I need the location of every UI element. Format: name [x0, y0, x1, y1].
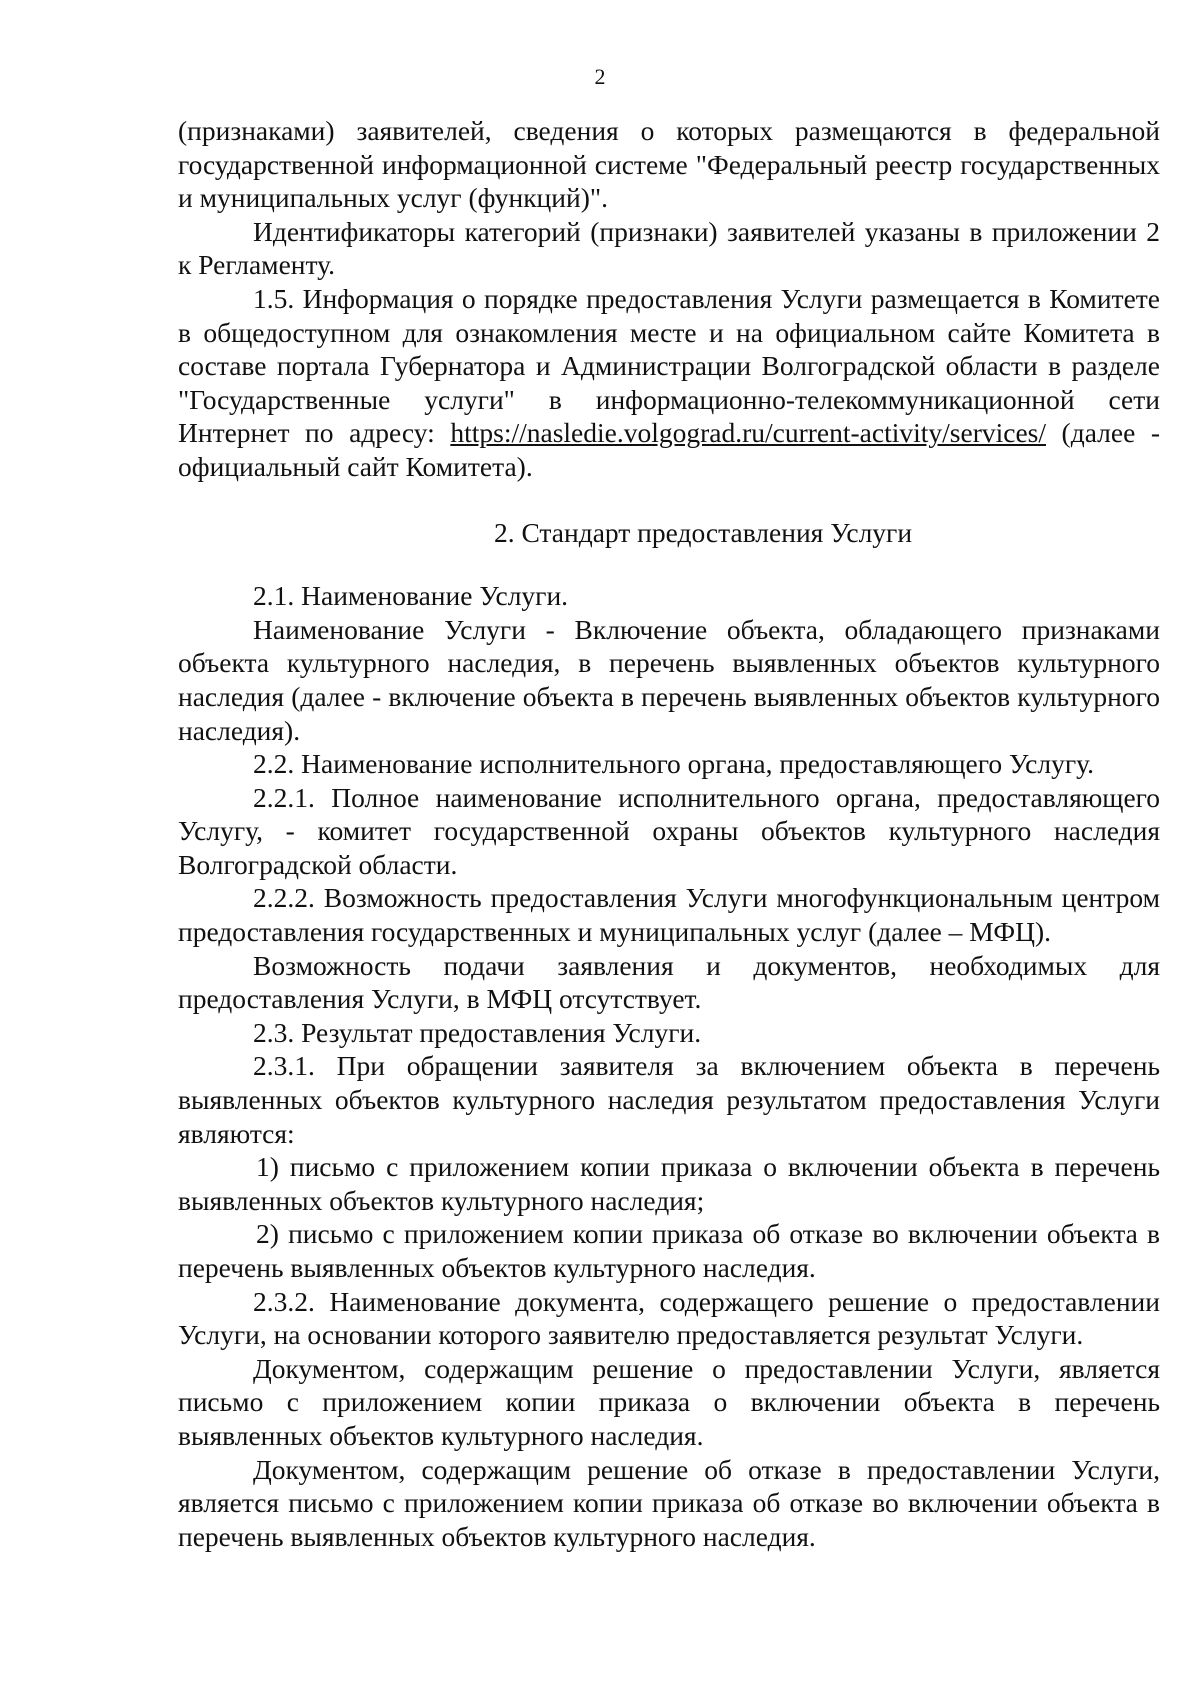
paragraph: 2.3.1. При обращении заявителя за включением объекта в перечень выявленных объектов культурного наследия результатом предоставления Услуги являются: — [178, 1050, 1160, 1149]
paragraph-1-5 — [178, 282, 1160, 484]
paragraph: Документом, содержащим решение об отказе в предоставлении Услуги, является письмо с приложением копии приказа об отказе во включении объекта в перечень выявленных объектов культурного наследия. — [178, 1453, 1160, 1552]
list-item: 1) письмо с приложением копии приказа о включении объекта в перечень выявленных объектов культурного наследия; — [178, 1151, 1160, 1216]
paragraph: 2.2.1. Полное наименование исполнительного органа, предоставляющего Услугу, - комитет государственной охраны объектов культурного наследия Волгоградской области. — [178, 781, 1160, 880]
document-body — [178, 114, 1160, 1553]
official-site-link[interactable]: https://nasledie.volgograd.ru/current-activity/services/ — [450, 417, 1046, 449]
paragraph: 2.3.2. Наименование документа, содержащего решение о предоставлении Услуги, на основании которого заявителю предоставляется результат Услуги. — [178, 1285, 1160, 1351]
section-heading: 2. Стандарт предоставления Услуги — [493, 516, 913, 548]
paragraph: Возможность подачи заявления и документов, необходимых для предоставления Услуги, в МФЦ отсутствует. — [178, 949, 1160, 1015]
paragraph: 2.3. Результат предоставления Услуги. — [253, 1016, 702, 1048]
paragraph-1-5-tail: (далее - официальный сайт Комитета). — [178, 417, 1161, 482]
paragraph: 2.1. Наименование Услуги. — [253, 580, 569, 612]
paragraph: Документом, содержащим решение о предоставлении Услуги, является письмо с приложением копии приказа о включении объекта в перечень выявленных объектов культурного наследия. — [178, 1352, 1160, 1451]
paragraph: Идентификаторы категорий (признаки) заявителей указаны в приложении 2 к Регламенту. — [178, 215, 1160, 281]
intro-paragraphs — [178, 114, 1160, 282]
paragraph: (признаками) заявителей, сведения о которых размещаются в федеральной государственной информационной системе "Федеральный реестр государственных и муниципальных услуг (функций)". — [178, 115, 1160, 214]
section-2-paragraphs — [178, 579, 1160, 1553]
list-item: 2) письмо с приложением копии приказа об отказе во включении объекта в перечень выявленных объектов культурного наследия. — [178, 1218, 1160, 1283]
paragraph: 2.2. Наименование исполнительного органа, предоставляющего Услугу. — [253, 748, 1094, 780]
page-number: 2 — [594, 64, 606, 89]
paragraph: Наименование Услуги - Включение объекта, обладающего признаками объекта культурного наследия, в перечень выявленных объектов культурного наследия (далее - включение объекта в перечень выявленных объектов культурного наследия). — [178, 613, 1160, 746]
paragraph-1-5-text: 1.5. Информация о порядке предоставления Услуги размещается в Комитете в общедоступном для ознакомления месте и на официальном сайте Комитета в составе портала Губернатора и Администрации Волгоградской области в разделе "Государственные услуги" в информационно-телекоммуникационной сети Интернет по адресу: — [178, 282, 1160, 449]
paragraph: 2.2.2. Возможность предоставления Услуги многофункциональным центром предоставления государственных и муниципальных услуг (далее – МФЦ). — [178, 882, 1160, 948]
